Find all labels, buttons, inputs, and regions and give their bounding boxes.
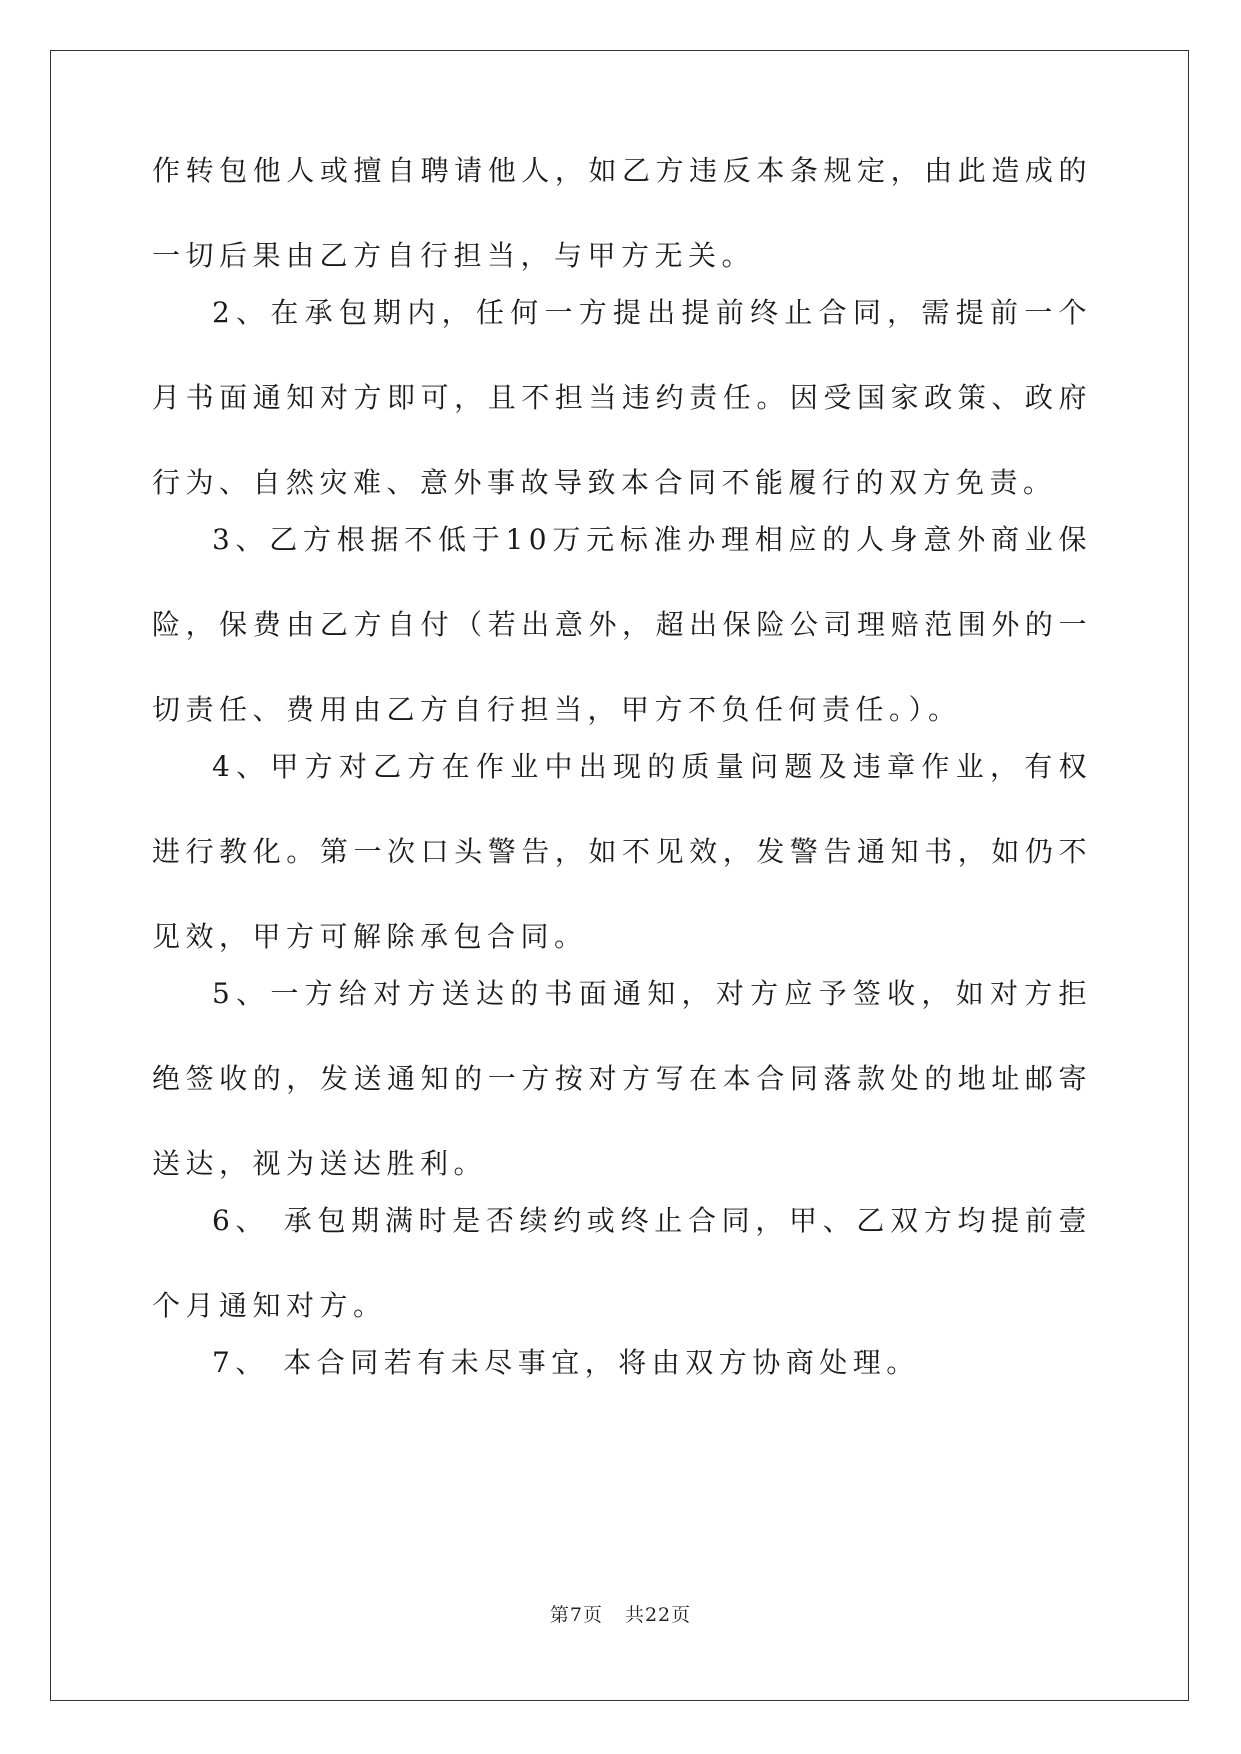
paragraph-clause-4: 4、甲方对乙方在作业中出现的质量问题及违章作业，有权进行教化。第一次口头警告，如不见效，发警告通知书，如仍不见效，甲方可解除承包合同。 bbox=[152, 750, 1092, 953]
paragraph-clause-2: 2、在承包期内，任何一方提出提前终止合同，需提前一个月书面通知对方即可，且不担当违约责任。因受国家政策、政府行为、自然灾难、意外事故导致本合同不能履行的双方免责。 bbox=[152, 296, 1092, 499]
page-footer bbox=[0, 1600, 1241, 1627]
paragraph-continuation: 作转包他人或擅自聘请他人，如乙方违反本条规定，由此造成的一切后果由乙方自行担当，与甲方无关。 bbox=[152, 154, 1092, 272]
paragraph-clause-5: 5、一方给对方送达的书面通知，对方应予签收，如对方拒绝签收的，发送通知的一方按对方写在本合同落款处的地址邮寄送达，视为送达胜利。 bbox=[152, 977, 1092, 1180]
paragraph-clause-7: 7、 本合同若有未尽事宜，将由双方协商处理。 bbox=[212, 1346, 920, 1379]
paragraph-clause-3: 3、乙方根据不低于10万元标准办理相应的人身意外商业保险，保费由乙方自付（若出意外，超出保险公司理赔范围外的一切责任、费用由乙方自行担当，甲方不负任何责任。）。 bbox=[152, 523, 1092, 726]
current-page-label: 第7页 bbox=[549, 1604, 603, 1626]
total-pages-label: 共22页 bbox=[624, 1604, 692, 1626]
paragraph-clause-6: 6、 承包期满时是否续约或终止合同，甲、乙双方均提前壹个月通知对方。 bbox=[152, 1204, 1092, 1322]
